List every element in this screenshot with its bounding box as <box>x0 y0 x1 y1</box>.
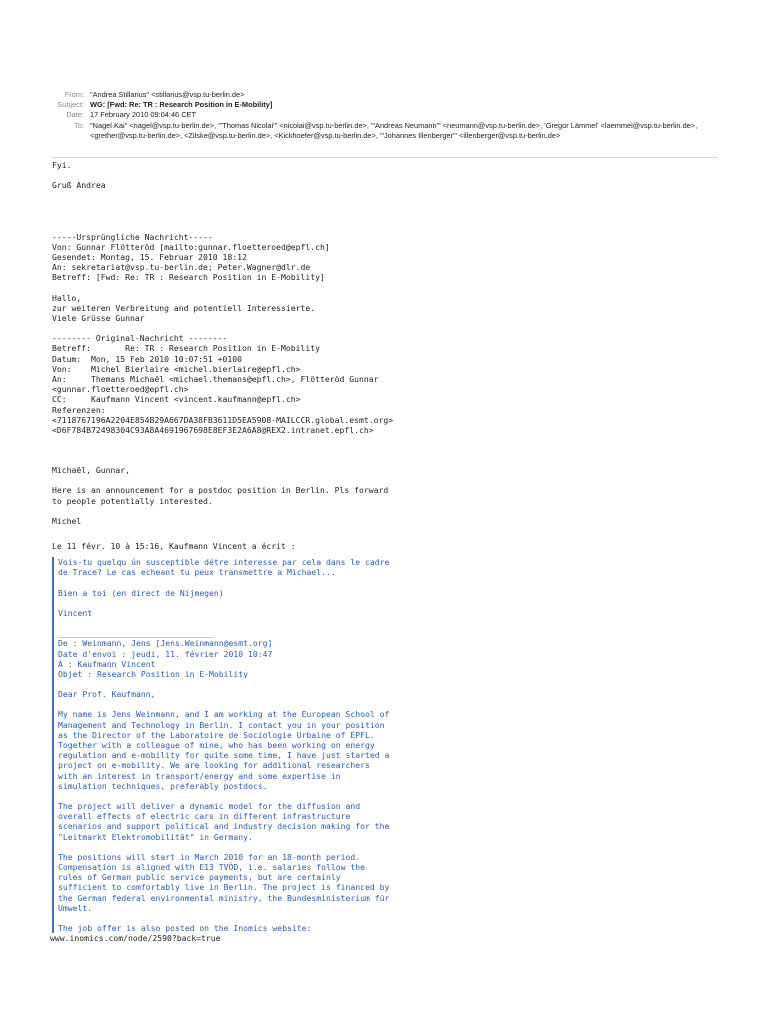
quote-vincent-greeting: Bien a toi (en direct de Nijmegen) <box>58 587 224 598</box>
quote-vincent-signature: Vincent <box>58 607 93 618</box>
original-message-header: -------- Original-Nachricht -------- Betreff: Re: TR : Research Position in E-Mobility Datum: Mon, 15 Feb 2010 10:07:51 +0100 Von: Michel Bierlaire <michel.bierlaire@epfl.ch> An: Themans Michaël <michael.themans@epfl.ch>, Flötteröd Gunnar <gunnar.floetteroed@epfl.ch> CC: Kaufmann Vincent <vincent.kaufmann@epfl.ch> Referenzen: <7118767196A2204E854B29A667DA38FB3611D5EA5908-MAILCCR.global.esmt.org> <D6F784B72498304C93A8A4691967698E8EF3E2A6A8@REX2.intranet.epfl.ch> <box>52 333 394 436</box>
hallo-text: Hallo, zur weiteren Verbreitung and potentiell Interessierte. Viele Grüsse Gunnar <box>52 292 316 324</box>
date-label: Date: <box>66 110 84 120</box>
quote-salutation: Dear Prof. Kaufmann, <box>58 689 156 700</box>
quote-weinmann-header: ________________________________ De : Weinmann, Jens [Jens.Weinmann@esmt.org] Date d'envoi : jeudi, 11. février 2010 10:47 À : Kaufmann Vincent Objet : Research Position in E-Mobility <box>58 628 273 679</box>
forward-header: -----Ursprüngliche Nachricht----- Von: Gunnar Flötteröd [mailto:gunnar.floetteroed@epfl.ch] Gesendet: Montag, 15. Februar 2010 18:12 An: sekretariat@vsp.tu-berlin.de; Peter.Wagner@dlr.de Betreff: [Fwd: Re: TR : Research Position in E-Mobility] <box>52 231 330 283</box>
date-value: 17 February 2010 09:04:46 CET <box>90 110 196 120</box>
subject-label: Subject: <box>57 100 84 110</box>
date-row <box>0 110 770 120</box>
to-value: "Nagel Kai" <nagel@vsp.tu-berlin.de>, "'Thomas Nicolai'" <nicolai@vsp.tu-berlin.de>, "'Andreas Neumann'" <neumann@vsp.tu-berlin.de>, 'Gregor Lämmel' <laemmel@vsp.tu-berlin.de>, <grether@vsp.tu-berlin.de>, <Zilske@vsp.tu-berlin.de>, <Kickhoefer@vsp.tu-berlin.de>, "'Johannes Illenberger'" <illenberger@vsp.tu-berlin.de> <box>90 120 698 140</box>
quote-intro: Le 11 févr. 10 à 15:16, Kaufmann Vincent a écrit : <box>52 541 296 552</box>
quote-vincent-text: Vois-tu quelqu ún susceptible détre interesse par cela dans le cadre de Trace? Le cas echeant tu peux transmettre a Michael... <box>58 557 390 578</box>
inomics-link[interactable]: www.inomics.com/node/2590?back=true <box>50 933 221 944</box>
quote-paragraph-1: My name is Jens Weinmann, and I am working at the European School of Management and Technology in Berlin. I contact you in your position as the Director of the Laboratoire de Sociologie Urbaine of EPFL. Together with a colleague of mine, who has been working on energy regulation and e-mobility for quite some time, I have just started a project on e-mobility. We are looking for additional researchers with an interest in transport/energy and some expertise in simulation techniques, preferably postdocs. <box>58 709 390 791</box>
from-row <box>0 90 770 100</box>
to-row <box>0 121 770 141</box>
intro-text: Fyi. Gruß Andrea <box>52 160 106 191</box>
michel-signature: Michel <box>52 515 82 526</box>
quote-paragraph-3: The positions will start in March 2010 for an 18-month period. Compensation is aligned with E13 TVÖD, i.e. salaries follow the rules of German public service payments, but are certainly sufficient to comfortably live in Berlin. The project is financed by the German federal environmental ministry, the Bundesministerium für Umwelt. <box>58 851 390 913</box>
quote-paragraph-4: The job offer is also posted on the Inomics website: <box>58 922 312 933</box>
from-label: From: <box>64 90 84 99</box>
email-header <box>0 90 770 141</box>
michel-greeting: Michaël, Gunnar, <box>52 465 130 476</box>
from-value: "Andrea Stillarius" <stillarius@vsp.tu-berlin.de> <box>90 90 245 99</box>
header-divider <box>52 157 718 158</box>
michel-text: Here is an announcement for a postdoc position in Berlin. Pls forward to people potentially interested. <box>52 485 389 506</box>
to-label: To: <box>74 120 84 130</box>
quoted-message <box>52 557 718 933</box>
subject-row <box>0 100 770 110</box>
subject-value: WG: [Fwd: Re: TR : Research Position in E-Mobility] <box>90 100 273 110</box>
email-body <box>52 160 718 943</box>
quote-paragraph-2: The project will deliver a dynamic model for the diffusion and overall effects of electric cars in different infrastructure scenarios and support political and industry decision making for the "Leitmarkt Elektromobilität" in Germany. <box>58 800 390 842</box>
